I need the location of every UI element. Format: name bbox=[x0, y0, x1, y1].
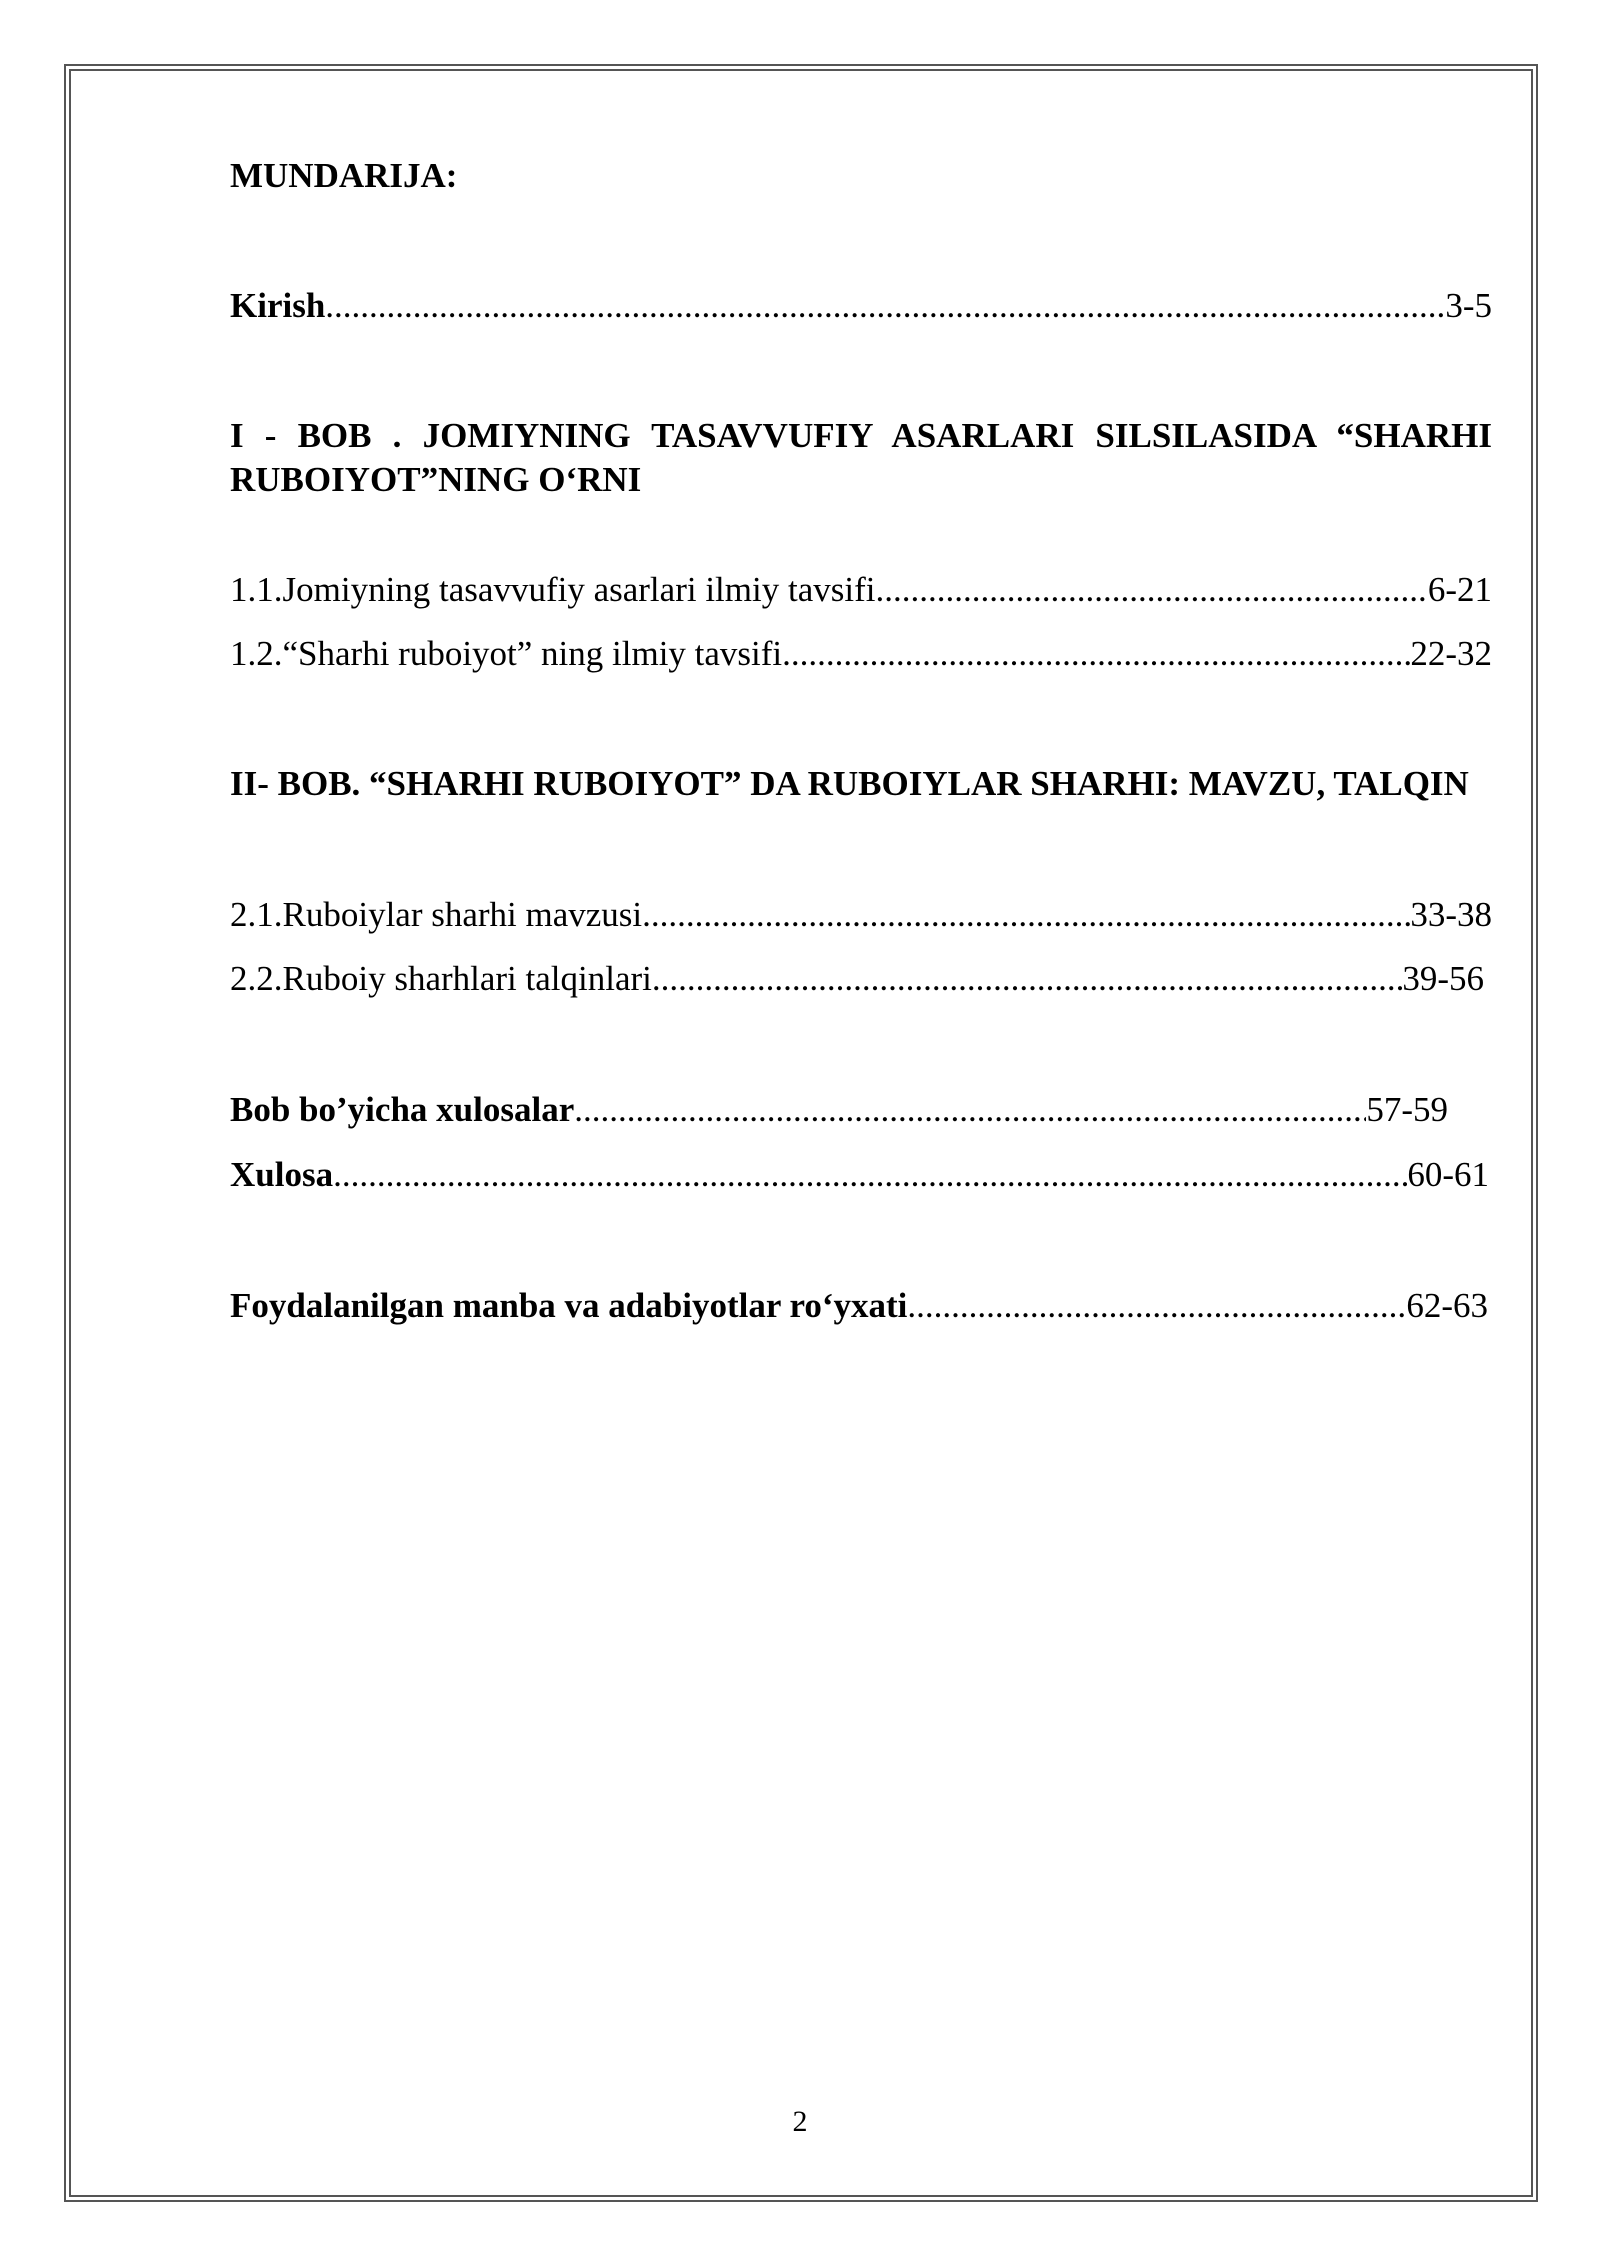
dot-leader bbox=[642, 893, 1410, 937]
toc-entry-pages: 33-38 bbox=[1410, 895, 1492, 934]
dot-leader bbox=[875, 568, 1427, 612]
toc-entry-label: Xulosa bbox=[230, 1155, 334, 1194]
page-border-inner bbox=[69, 69, 1533, 2197]
toc-entry-label: Kirish bbox=[230, 286, 326, 325]
toc-entry-intro[interactable] bbox=[230, 284, 1492, 328]
toc-entry-label: Foydalanilgan manba va adabiyotlar ro‘yxati bbox=[230, 1286, 908, 1325]
dot-leader bbox=[333, 1153, 1407, 1197]
dot-leader bbox=[325, 284, 1445, 328]
toc-entry-pages: 3-5 bbox=[1445, 286, 1492, 325]
toc-entry-2-1[interactable] bbox=[230, 893, 1492, 937]
toc-entry-label: 1.1.Jomiyning tasavvufiy asarlari ilmiy tavsifi bbox=[230, 570, 876, 609]
toc-entry-references[interactable] bbox=[230, 1284, 1488, 1328]
dot-leader bbox=[652, 957, 1402, 1001]
dot-leader bbox=[574, 1088, 1366, 1132]
toc-entry-pages: 60-61 bbox=[1407, 1155, 1489, 1194]
toc-entry-conclusion[interactable] bbox=[230, 1153, 1489, 1197]
dot-leader bbox=[907, 1284, 1406, 1328]
toc-entry-pages: 62-63 bbox=[1406, 1286, 1488, 1325]
toc-entry-1-1[interactable] bbox=[230, 568, 1492, 612]
toc-entry-pages: 6-21 bbox=[1427, 570, 1492, 609]
page-number: 2 bbox=[792, 2105, 808, 2138]
toc-entry-pages: 39-56 bbox=[1402, 959, 1484, 998]
toc-entry-label: 1.2.“Sharhi ruboiyot” ning ilmiy tavsifi bbox=[230, 634, 783, 673]
toc-entry-pages: 57-59 bbox=[1366, 1090, 1448, 1129]
chapter-2-title[interactable]: II- BOB. “SHARHI RUBOIYOT” DA RUBOIYLAR SHARHI: MAVZU, TALQIN bbox=[230, 764, 1469, 803]
chapter-1-title[interactable]: I - BOB . JOMIYNING TASAVVUFIY ASARLARI SILSILASIDA “SHARHI RUBOIYOT”NING O‘RNI bbox=[230, 416, 1492, 499]
toc-entry-2-2[interactable] bbox=[230, 957, 1484, 1001]
toc-entry-label: 2.1.Ruboiylar sharhi mavzusi bbox=[230, 895, 643, 934]
dot-leader bbox=[782, 632, 1410, 676]
toc-entry-pages: 22-32 bbox=[1410, 634, 1492, 673]
toc-entry-1-2[interactable] bbox=[230, 632, 1492, 676]
toc-entry-label: 2.2.Ruboiy sharhlari talqinlari bbox=[230, 959, 652, 998]
toc-entry-summary[interactable] bbox=[230, 1088, 1448, 1132]
toc-entry-label: Bob bo’yicha xulosalar bbox=[230, 1090, 575, 1129]
toc-heading: MUNDARIJA: bbox=[230, 156, 458, 195]
